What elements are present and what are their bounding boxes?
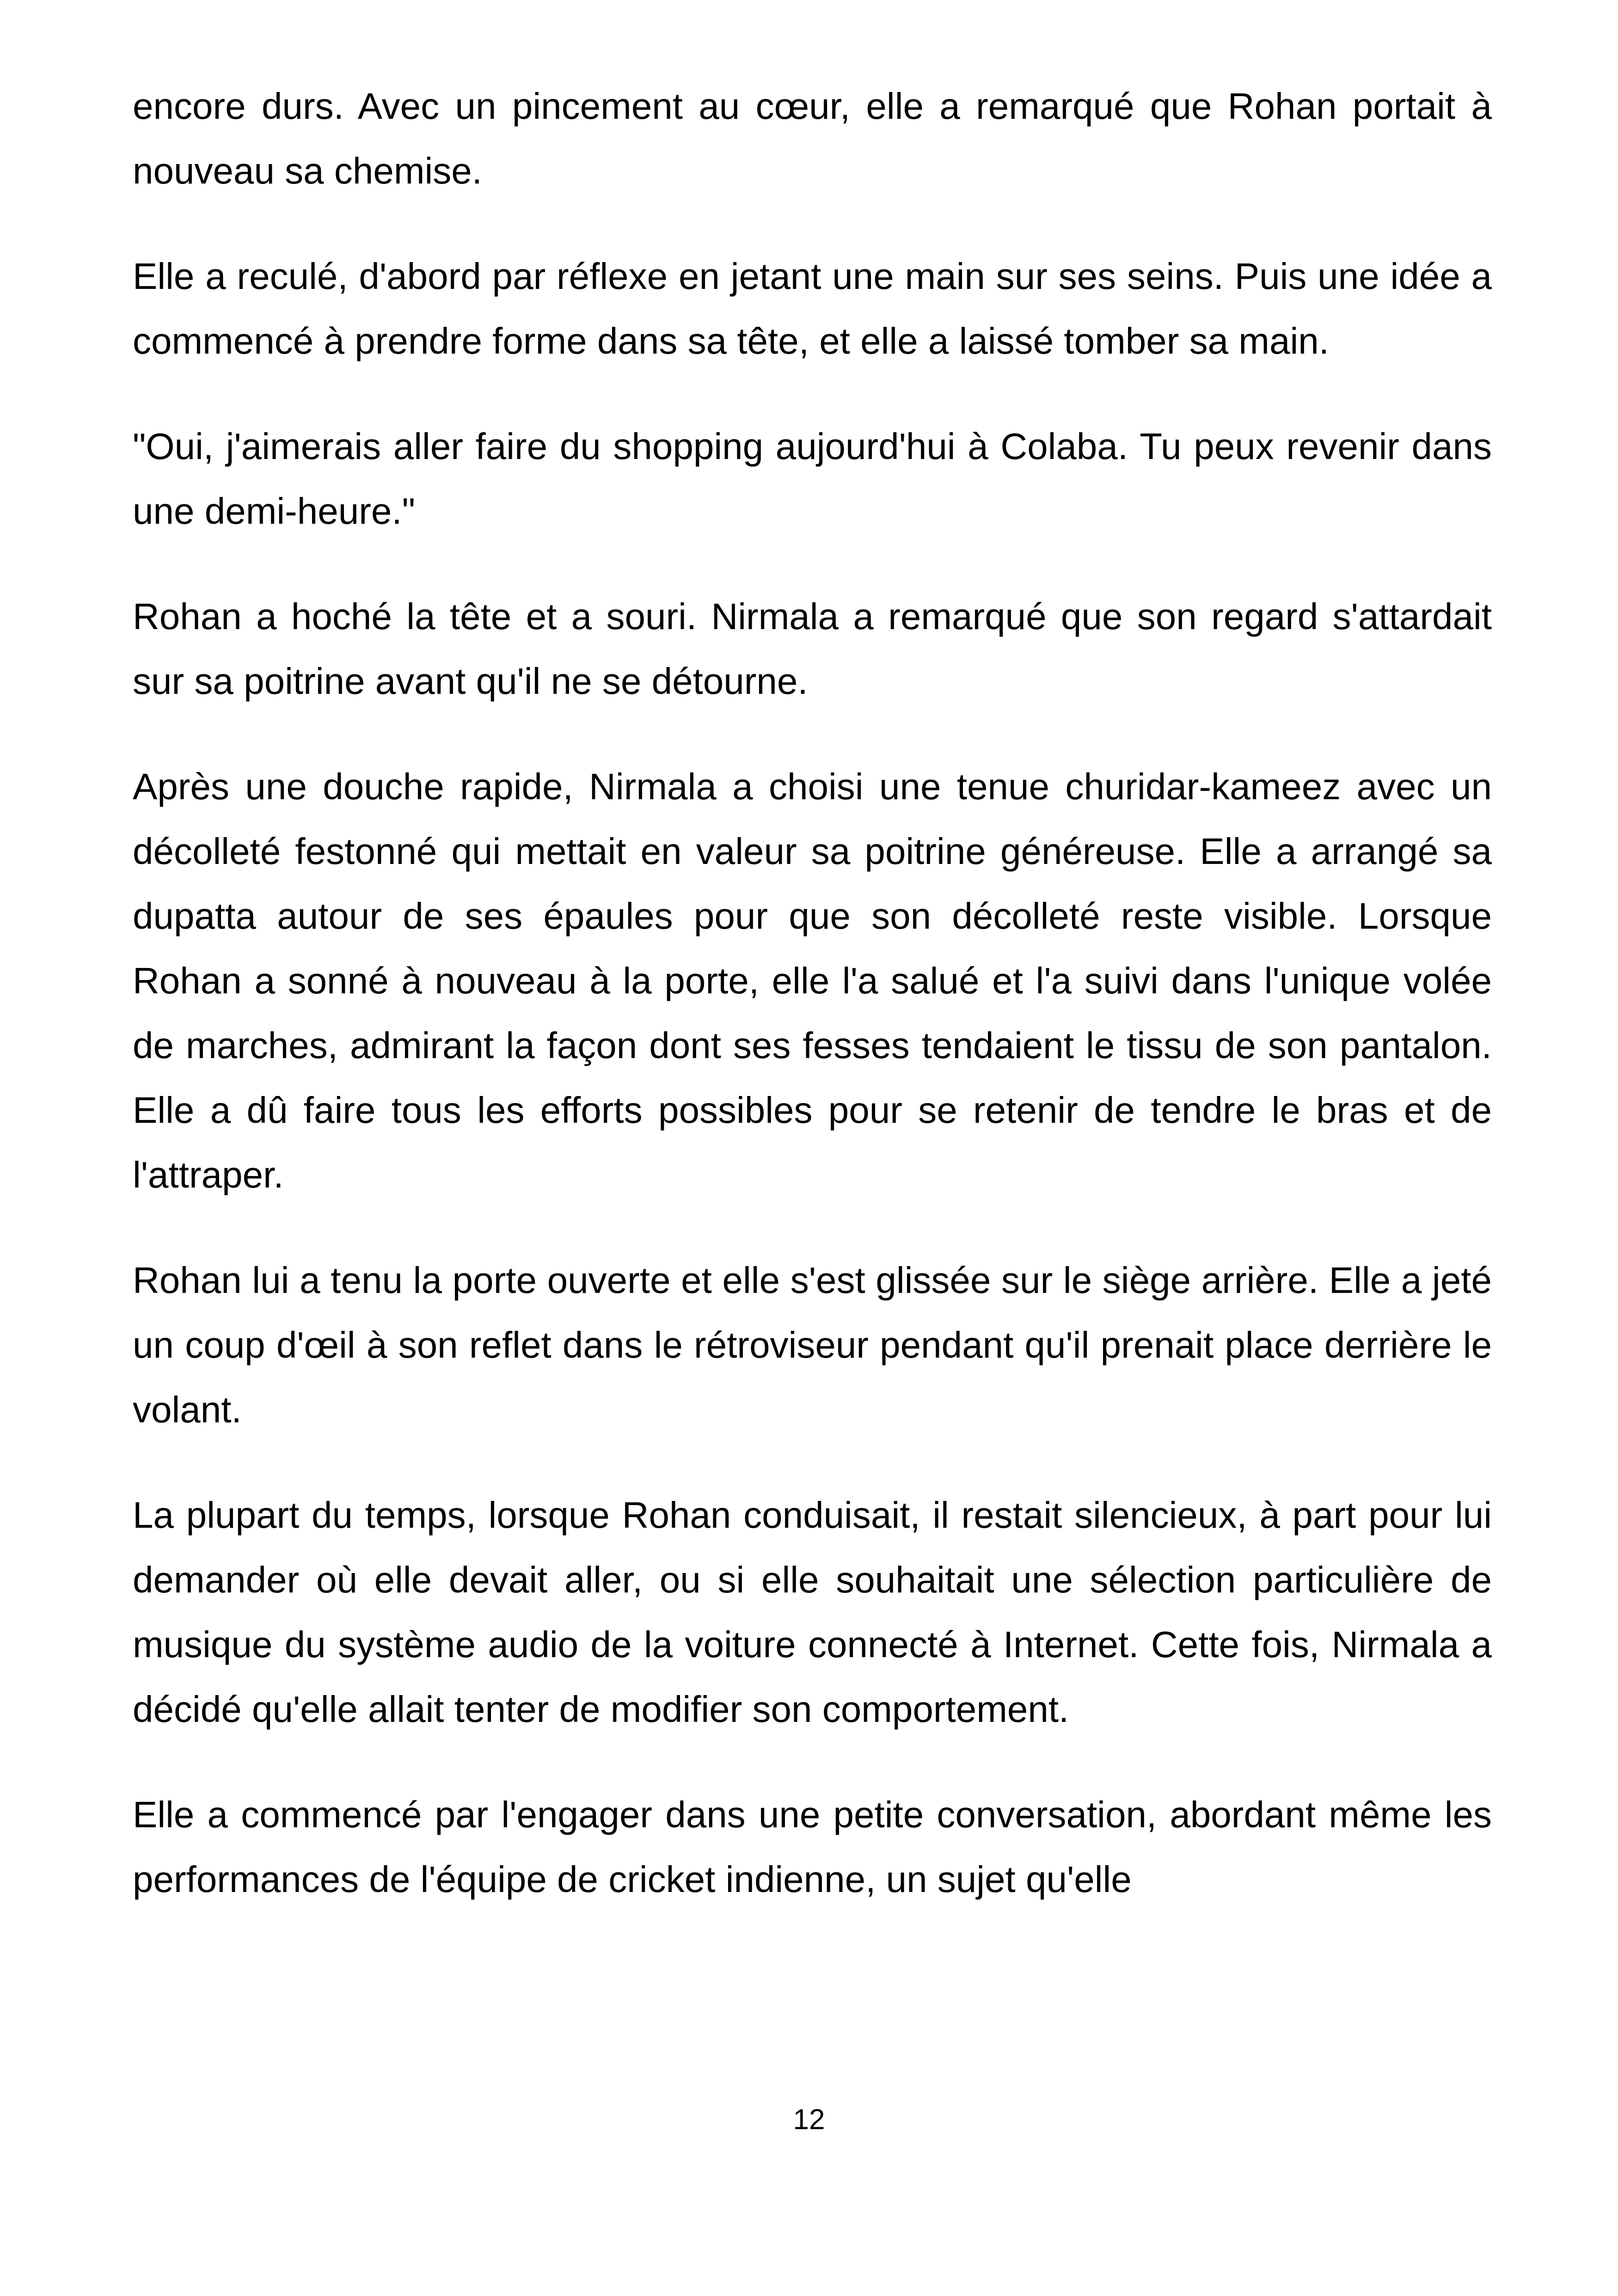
paragraph: Après une douche rapide, Nirmala a choisi une tenue churidar-kameez avec un décolleté festonné qui mettait en valeur sa poitrine généreuse. Elle a arrangé sa dupatta autour de ses épaules pour que son décolleté reste visible. Lorsque Rohan a sonné à nouveau à la porte, elle l'a salué et l'a suivi dans l'unique volée de marches, admirant la façon dont ses fesses tendaient le tissu de son pantalon. Elle a dû faire tous les efforts possibles pour se retenir de tendre le bras et de l'attraper. bbox=[133, 766, 1492, 1195]
paragraph: encore durs. Avec un pincement au cœur, elle a remarqué que Rohan portait à nouveau sa chemise. bbox=[133, 86, 1492, 191]
body-text bbox=[133, 74, 1492, 1953]
paragraph: Elle a reculé, d'abord par réflexe en jetant une main sur ses seins. Puis une idée a commencé à prendre forme dans sa tête, et elle a laissé tomber sa main. bbox=[133, 256, 1492, 361]
paragraph: Rohan lui a tenu la porte ouverte et elle s'est glissée sur le siège arrière. Elle a jeté un coup d'œil à son reflet dans le rétroviseur pendant qu'il prenait place derrière le volant. bbox=[133, 1260, 1492, 1430]
paragraph: La plupart du temps, lorsque Rohan conduisait, il restait silencieux, à part pour lui demander où elle devait aller, ou si elle souhaitait une sélection particulière de musique du système audio de la voiture connecté à Internet. Cette fois, Nirmala a décidé qu'elle allait tenter de modifier son comportement. bbox=[133, 1494, 1492, 1730]
paragraph: "Oui, j'aimerais aller faire du shopping aujourd'hui à Colaba. Tu peux revenir dans une demi-heure." bbox=[133, 426, 1492, 532]
paragraph: Rohan a hoché la tête et a souri. Nirmala a remarqué que son regard s'attardait sur sa poitrine avant qu'il ne se détourne. bbox=[133, 596, 1492, 702]
page-number: 12 bbox=[793, 2104, 825, 2136]
paragraph: Elle a commencé par l'engager dans une petite conversation, abordant même les performances de l'équipe de cricket indienne, un sujet qu'elle bbox=[133, 1794, 1492, 1900]
